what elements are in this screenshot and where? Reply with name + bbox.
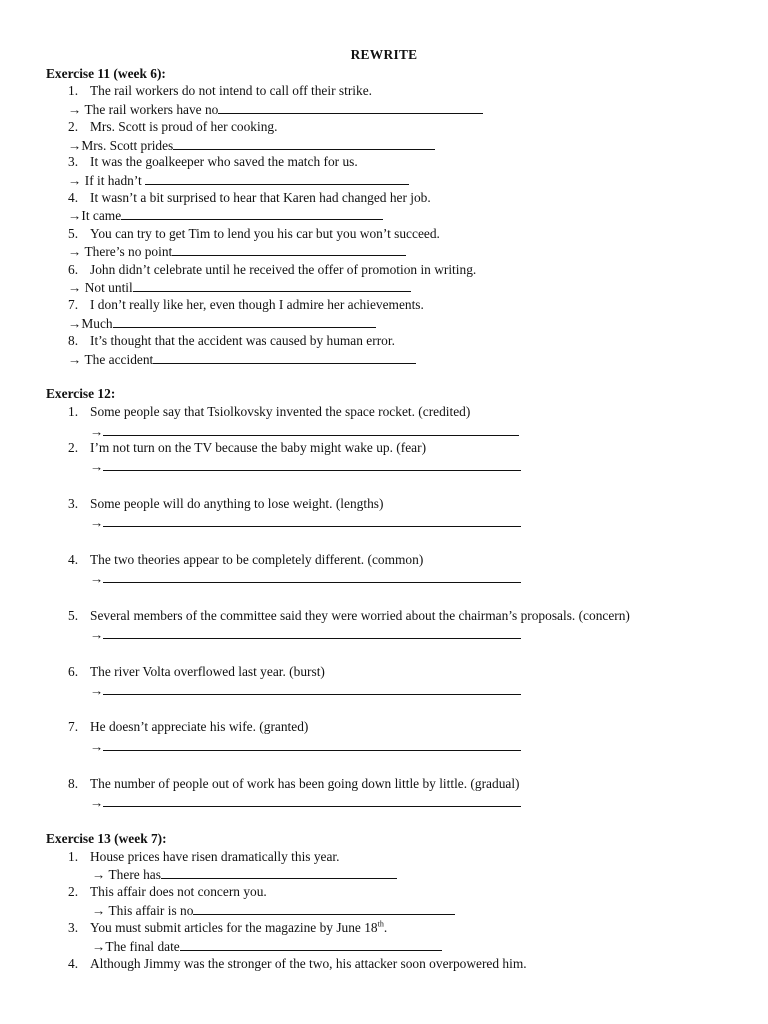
answer-blank[interactable] <box>103 738 521 751</box>
item-sentence: Some people say that Tsiolkovsky invented the space rocket. (credited) <box>90 404 471 419</box>
arrow-icon: → <box>90 424 104 439</box>
exercise-11-answer-4 <box>68 207 383 223</box>
answer-blank[interactable] <box>121 207 383 220</box>
item-sentence: This affair does not concern you. <box>90 884 267 899</box>
exercise-11-item-7 <box>0 297 768 313</box>
arrow-icon: → <box>90 459 104 474</box>
arrow-icon: → <box>68 316 82 331</box>
sentence-text: You must submit articles for the magazine by June 18 <box>90 920 378 935</box>
exercise-12-item-4 <box>0 552 768 568</box>
answer-prefix: There has <box>108 867 161 882</box>
exercise-12-answer-4 <box>90 570 521 586</box>
item-number: 1. <box>68 849 79 864</box>
answer-blank[interactable] <box>180 938 442 951</box>
item-sentence: House prices have risen dramatically this year. <box>90 849 340 864</box>
item-number: 3. <box>68 154 79 169</box>
answer-blank[interactable] <box>161 866 397 879</box>
exercise-12-item-1 <box>0 404 768 420</box>
exercise-12-item-2 <box>0 440 768 456</box>
answer-blank[interactable] <box>103 514 521 527</box>
exercise-13-item-2 <box>0 884 768 900</box>
item-number: 4. <box>68 552 79 567</box>
exercise-12-item-3 <box>0 496 768 512</box>
exercise-13-answer-2 <box>92 902 455 918</box>
exercise-11-answer-3 <box>68 172 409 188</box>
answer-blank[interactable] <box>103 423 519 436</box>
arrow-icon: → <box>68 208 82 223</box>
item-sentence: It’s thought that the accident was caused by human error. <box>90 333 395 348</box>
answer-prefix: If it hadn’t <box>84 173 142 188</box>
item-sentence: I’m not turn on the TV because the baby might wake up. (fear) <box>90 440 427 455</box>
answer-blank[interactable] <box>145 172 409 185</box>
answer-blank[interactable] <box>173 137 435 150</box>
arrow-icon: → <box>68 280 82 295</box>
arrow-icon: → <box>90 739 104 754</box>
arrow-icon: → <box>68 138 82 153</box>
item-sentence: Several members of the committee said they were worried about the chairman’s proposals. (concern) <box>90 608 630 623</box>
answer-blank[interactable] <box>103 682 521 695</box>
exercise-11-item-1 <box>0 83 768 99</box>
item-number: 2. <box>68 440 79 455</box>
answer-prefix: It came <box>81 208 122 223</box>
answer-blank[interactable] <box>153 351 416 364</box>
exercise-11-item-2 <box>0 119 768 135</box>
exercise-11-answer-2 <box>68 137 435 153</box>
exercise-12-answer-3 <box>90 514 521 530</box>
exercise-13-heading: Exercise 13 (week 7): <box>46 831 167 846</box>
answer-blank[interactable] <box>218 101 483 114</box>
item-number: 4. <box>68 956 79 971</box>
answer-prefix: This affair is no <box>108 903 194 918</box>
exercise-12-item-7 <box>0 719 768 735</box>
answer-blank[interactable] <box>113 315 376 328</box>
item-sentence: I don’t really like her, even though I admire her achievements. <box>90 297 424 312</box>
arrow-icon: → <box>68 244 82 259</box>
exercise-12-answer-6 <box>90 682 521 698</box>
item-sentence: Mrs. Scott is proud of her cooking. <box>90 119 278 134</box>
exercise-12-answer-8 <box>90 794 521 810</box>
arrow-icon: → <box>90 571 104 586</box>
item-sentence: The number of people out of work has been going down little by little. (gradual) <box>90 776 520 791</box>
item-sentence: John didn’t celebrate until he received the offer of promotion in writing. <box>90 262 477 277</box>
exercise-11-item-5 <box>0 226 768 242</box>
exercise-12-item-6 <box>0 664 768 680</box>
item-number: 8. <box>68 776 79 791</box>
arrow-icon: → <box>92 903 106 918</box>
exercise-12-item-8 <box>0 776 768 792</box>
exercise-11-heading: Exercise 11 (week 6): <box>46 66 166 81</box>
answer-prefix: The accident <box>84 352 154 367</box>
item-number: 7. <box>68 297 79 312</box>
item-number: 3. <box>68 496 79 511</box>
arrow-icon: → <box>92 867 106 882</box>
item-number: 6. <box>68 664 79 679</box>
exercise-11-answer-1 <box>68 101 483 117</box>
item-sentence: Some people will do anything to lose weight. (lengths) <box>90 496 384 511</box>
answer-blank[interactable] <box>103 626 521 639</box>
exercise-12-item-5 <box>0 608 768 624</box>
arrow-icon: → <box>90 515 104 530</box>
answer-blank[interactable] <box>172 243 406 256</box>
exercise-12-answer-1 <box>90 423 519 439</box>
item-sentence: He doesn’t appreciate his wife. (granted) <box>90 719 309 734</box>
exercise-11-answer-5 <box>68 243 406 259</box>
answer-prefix: Mrs. Scott prides <box>81 138 174 153</box>
item-number: 5. <box>68 226 79 241</box>
exercise-12-answer-2 <box>90 458 521 474</box>
arrow-icon: → <box>90 627 104 642</box>
exercise-13-item-3 <box>0 920 768 936</box>
answer-blank[interactable] <box>133 279 411 292</box>
exercise-11-item-8 <box>0 333 768 349</box>
item-sentence: Although Jimmy was the stronger of the two, his attacker soon overpowered him. <box>90 956 527 971</box>
exercise-11-answer-8 <box>68 351 416 367</box>
answer-prefix: Not until <box>84 280 133 295</box>
arrow-icon: → <box>90 683 104 698</box>
arrow-icon: → <box>68 173 82 188</box>
item-number: 2. <box>68 119 79 134</box>
exercise-11-item-4 <box>0 190 768 206</box>
item-number: 4. <box>68 190 79 205</box>
item-number: 8. <box>68 333 79 348</box>
item-sentence: The rail workers do not intend to call off their strike. <box>90 83 372 98</box>
item-number: 5. <box>68 608 79 623</box>
answer-prefix: The final date <box>105 939 180 954</box>
item-sentence <box>90 920 387 936</box>
exercise-12-answer-5 <box>90 626 521 642</box>
arrow-icon: → <box>68 102 82 117</box>
answer-blank[interactable] <box>103 794 521 807</box>
exercise-11-answer-7 <box>68 315 376 331</box>
item-sentence: It wasn’t a bit surprised to hear that Karen had changed her job. <box>90 190 431 205</box>
answer-prefix: The rail workers have no <box>84 102 219 117</box>
item-number: 1. <box>68 404 79 419</box>
exercise-11-item-3 <box>0 154 768 170</box>
answer-prefix: There’s no point <box>84 244 173 259</box>
answer-blank[interactable] <box>193 902 455 915</box>
document-title: REWRITE <box>350 47 418 62</box>
arrow-icon: → <box>92 939 106 954</box>
item-number: 2. <box>68 884 79 899</box>
answer-prefix: Much <box>81 316 113 331</box>
exercise-13-answer-1 <box>92 866 397 882</box>
exercise-12-heading: Exercise 12: <box>46 386 116 401</box>
item-number: 3. <box>68 920 79 935</box>
sentence-end: . <box>383 920 388 935</box>
exercise-11-item-6 <box>0 262 768 278</box>
exercise-13-item-4 <box>0 956 768 972</box>
answer-blank[interactable] <box>103 458 521 471</box>
item-sentence: The two theories appear to be completely different. (common) <box>90 552 424 567</box>
item-sentence: It was the goalkeeper who saved the match for us. <box>90 154 358 169</box>
item-number: 6. <box>68 262 79 277</box>
arrow-icon: → <box>90 795 104 810</box>
exercise-12-answer-7 <box>90 738 521 754</box>
item-sentence: The river Volta overflowed last year. (burst) <box>90 664 325 679</box>
exercise-13-item-1 <box>0 849 768 865</box>
item-sentence: You can try to get Tim to lend you his car but you won’t succeed. <box>90 226 440 241</box>
item-number: 1. <box>68 83 79 98</box>
arrow-icon: → <box>68 352 82 367</box>
answer-blank[interactable] <box>103 570 521 583</box>
exercise-13-answer-3 <box>92 938 442 954</box>
ordinal-suffix: th <box>377 919 384 929</box>
exercise-11-answer-6 <box>68 279 411 295</box>
item-number: 7. <box>68 719 79 734</box>
